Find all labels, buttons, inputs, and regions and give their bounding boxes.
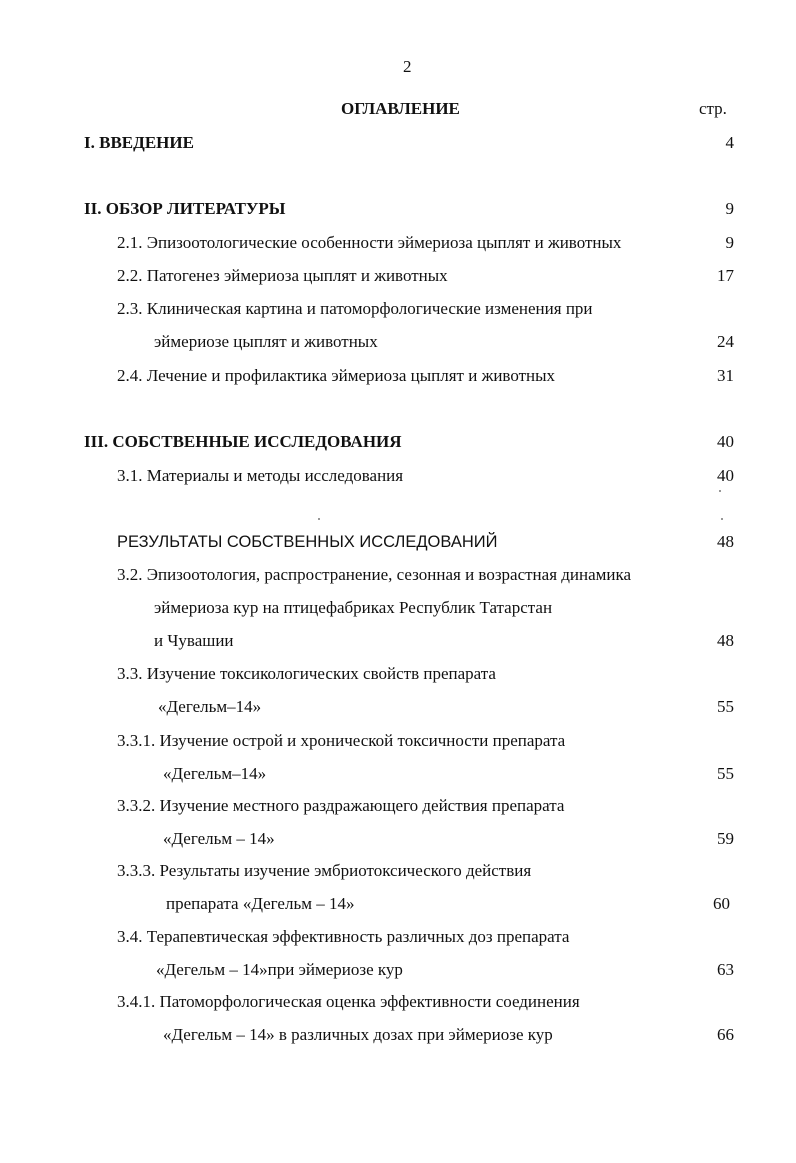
scan-speck (318, 518, 320, 520)
toc-entry-literature-review: II. ОБЗОР ЛИТЕРАТУРЫ (84, 199, 286, 218)
toc-entry-3-3-1-continuation: «Дегельм–14» (163, 764, 267, 783)
toc-entry-3-3-3-continuation: препарата «Дегельм – 14» (166, 894, 355, 913)
toc-page-3-3-3: 60 (713, 894, 730, 913)
toc-entry-3-3-1: 3.3.1. Изучение острой и хронической токсичности препарата (117, 731, 566, 750)
toc-entry-own-research: III. СОБСТВЕННЫЕ ИССЛЕДОВАНИЯ (84, 432, 402, 451)
toc-entry-2-4: 2.4. Лечение и профилактика эймериоза цыплят и животных (117, 366, 556, 385)
toc-page-literature-review: 9 (725, 199, 734, 218)
toc-page-own-research: 40 (717, 432, 734, 451)
toc-entry-2-1: 2.1. Эпизоотологические особенности эймериоза цыплят и животных (117, 233, 622, 252)
toc-entry-3-3-continuation: «Дегельм–14» (158, 697, 262, 716)
toc-page-2-3: 24 (717, 332, 734, 351)
toc-title: ОГЛАВЛЕНИЕ (341, 99, 460, 118)
toc-page-3-3-1: 55 (717, 764, 734, 783)
toc-entry-3-4: 3.4. Терапевтическая эффективность различных доз препарата (117, 927, 570, 946)
toc-page-3-2: 48 (717, 631, 734, 650)
toc-entry-2-2: 2.2. Патогенез эймериоза цыплят и животных (117, 266, 448, 285)
toc-page-introduction: 4 (725, 133, 734, 152)
toc-entry-3-4-1: 3.4.1. Патоморфологическая оценка эффективности соединения (117, 992, 580, 1011)
toc-entry-introduction: I. ВВЕДЕНИЕ (84, 133, 194, 152)
scan-speck (719, 490, 721, 492)
toc-page-2-1: 9 (725, 233, 734, 252)
scan-speck (721, 518, 723, 520)
toc-entry-3-2-continuation-2: и Чувашии (154, 631, 234, 650)
toc-page-3-3: 55 (717, 697, 734, 716)
toc-page-3-4: 63 (717, 960, 734, 979)
toc-entry-results-heading: РЕЗУЛЬТАТЫ СОБСТВЕННЫХ ИССЛЕДОВАНИЙ (117, 533, 498, 551)
toc-entry-3-3-3: 3.3.3. Результаты изучение эмбриотоксического действия (117, 861, 532, 880)
toc-page-results-heading: 48 (717, 532, 734, 551)
toc-entry-3-4-continuation: «Дегельм – 14»при эймериозе кур (156, 960, 403, 979)
toc-page-3-1: 40 (717, 466, 734, 485)
toc-page-3-4-1: 66 (717, 1025, 734, 1044)
toc-entry-3-1: 3.1. Материалы и методы исследования (117, 466, 404, 485)
page-column-label: стр. (699, 99, 727, 118)
toc-entry-3-3-2: 3.3.2. Изучение местного раздражающего действия препарата (117, 796, 565, 815)
toc-page-3-3-2: 59 (717, 829, 734, 848)
toc-page-2-2: 17 (717, 266, 734, 285)
toc-entry-2-3: 2.3. Клиническая картина и патоморфологические изменения при (117, 299, 593, 318)
toc-entry-3-2-continuation: эймериоза кур на птицефабриках Республик Татарстан (154, 598, 553, 617)
page-number: 2 (403, 57, 412, 76)
toc-entry-3-3: 3.3. Изучение токсикологических свойств препарата (117, 664, 496, 683)
toc-entry-2-3-continuation: эймериозе цыплят и животных (154, 332, 378, 351)
toc-entry-3-3-2-continuation: «Дегельм – 14» (163, 829, 275, 848)
toc-page-2-4: 31 (717, 366, 734, 385)
toc-entry-3-2: 3.2. Эпизоотология, распространение, сезонная и возрастная динамика (117, 565, 632, 584)
toc-entry-3-4-1-continuation: «Дегельм – 14» в различных дозах при эймериозе кур (163, 1025, 553, 1044)
